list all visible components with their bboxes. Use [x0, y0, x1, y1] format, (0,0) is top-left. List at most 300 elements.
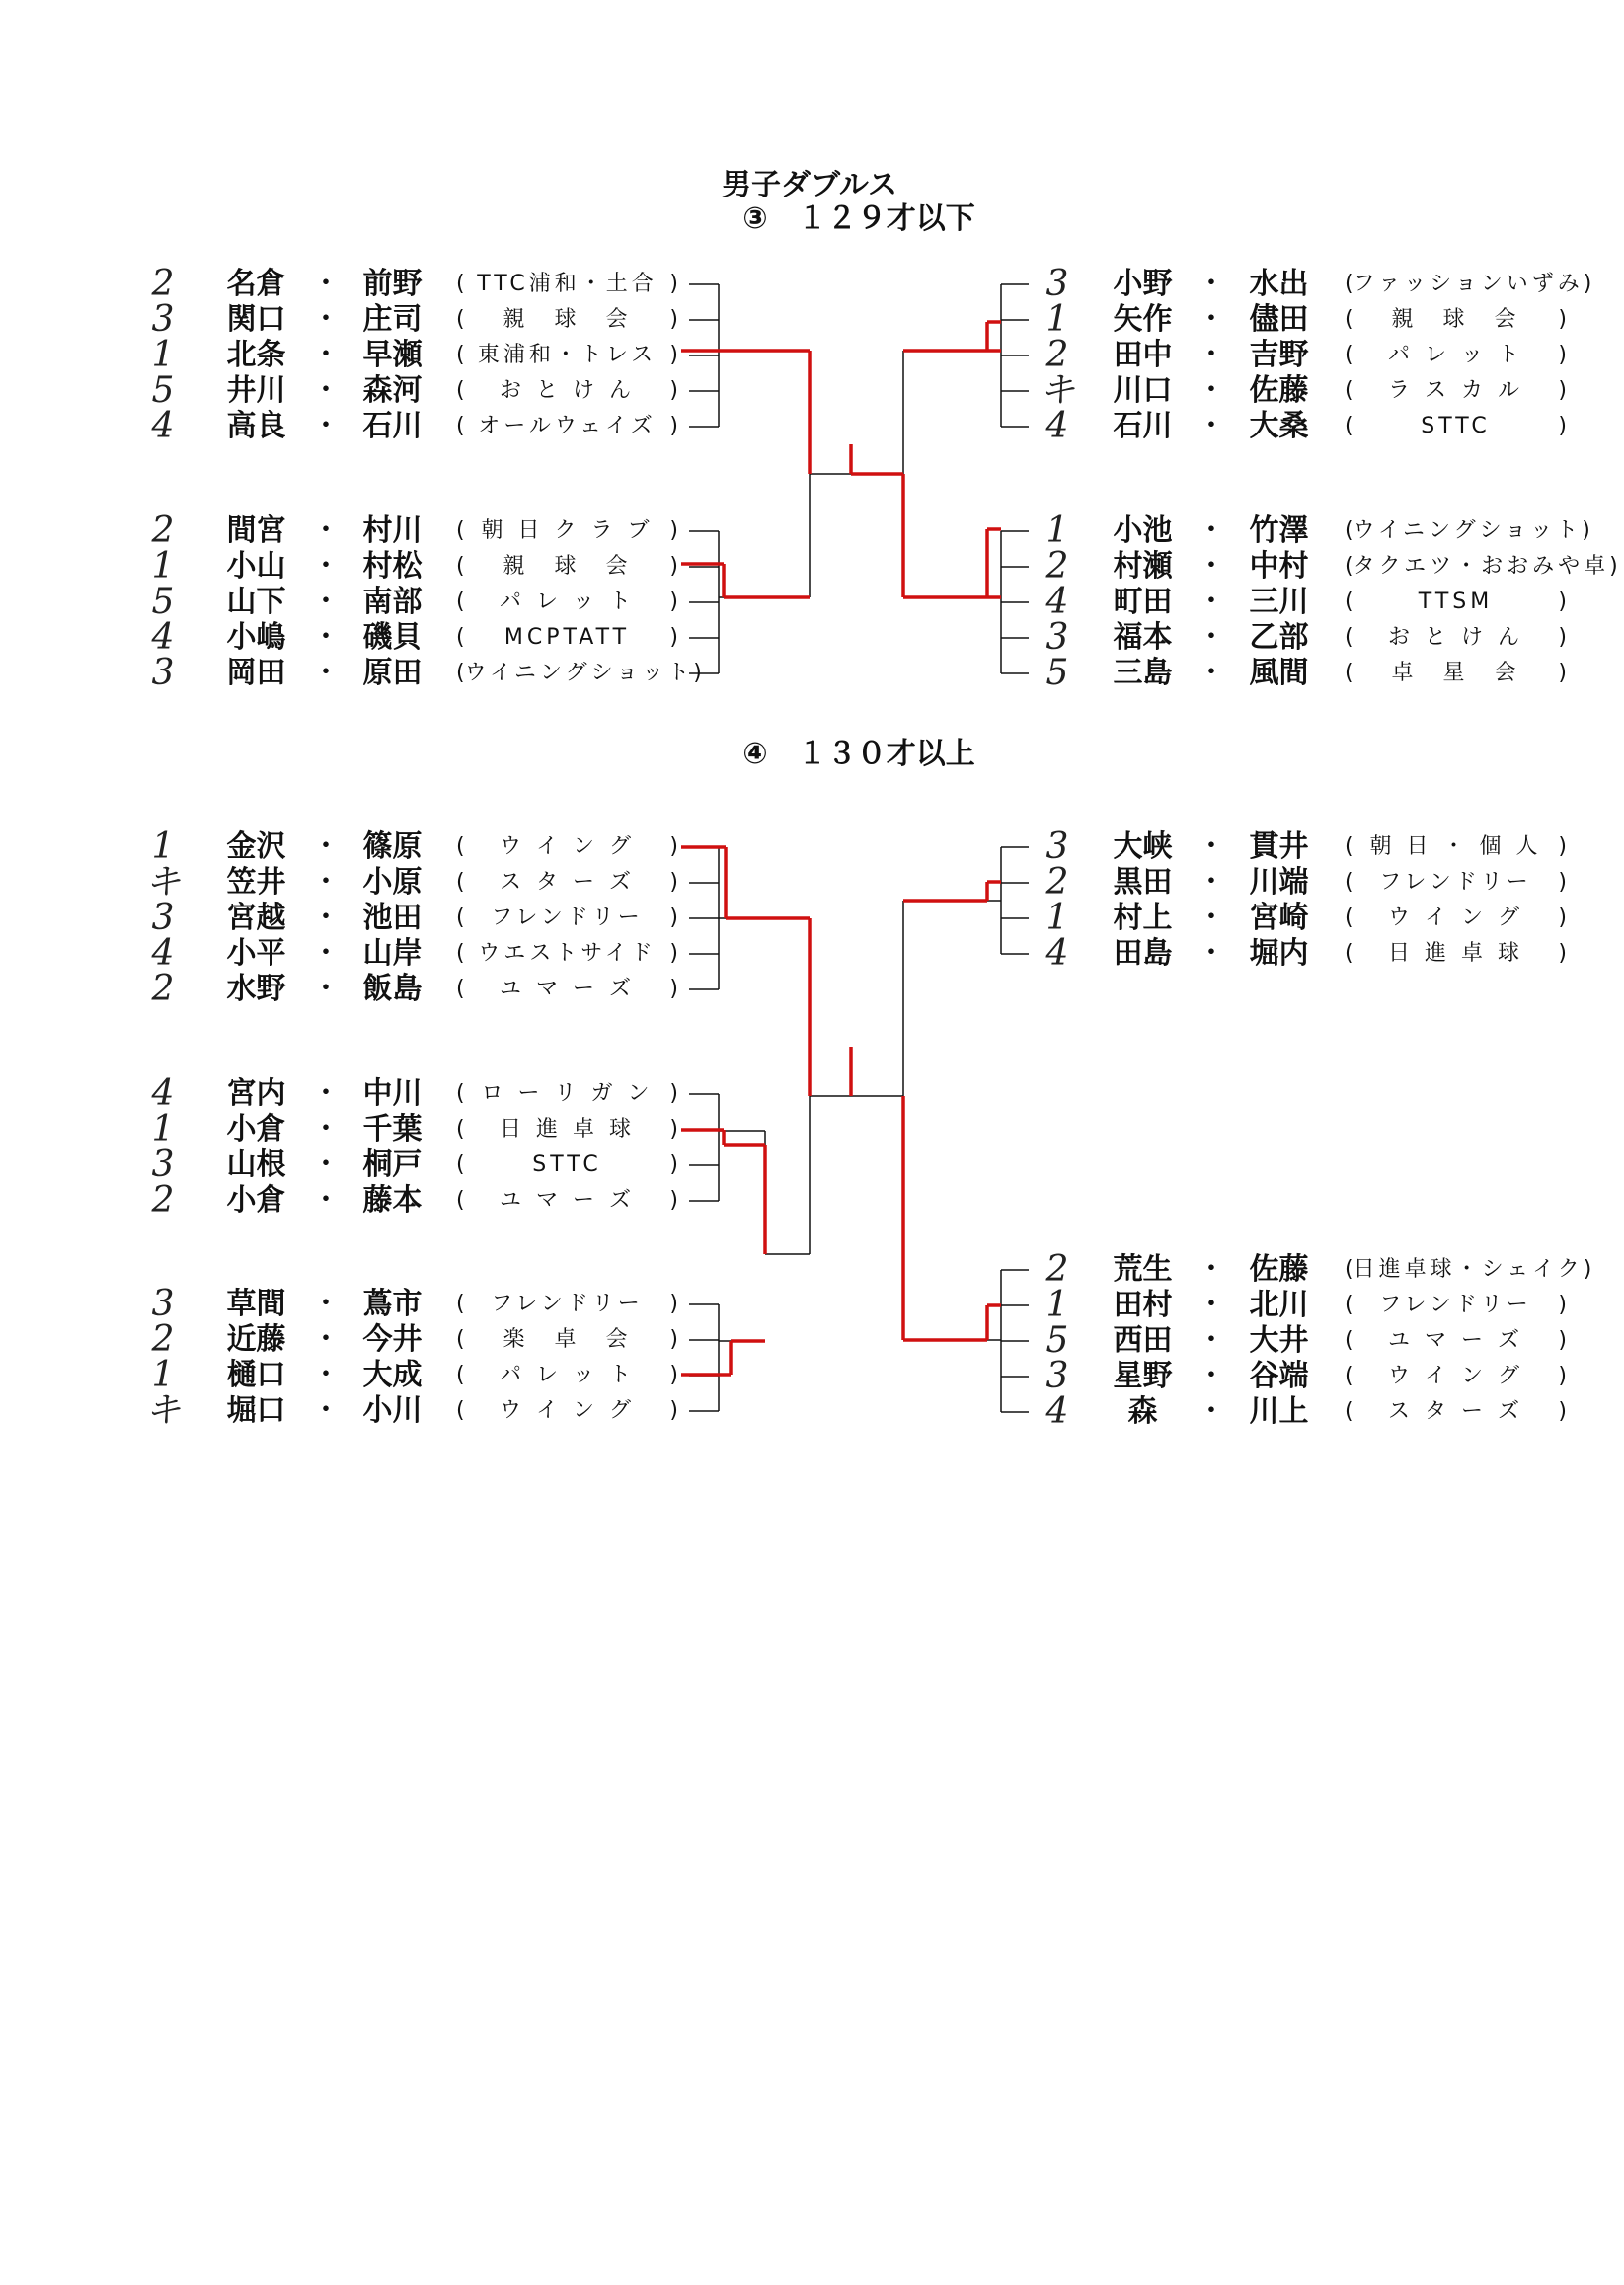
paren-close: ) [669, 1081, 678, 1106]
player-name: 金沢 [226, 829, 286, 864]
partner-name: 早瀬 [362, 338, 423, 372]
rank-mark: 3 [1045, 264, 1069, 304]
entry-row [0, 617, 1624, 658]
paren-close: ) [1558, 414, 1567, 438]
paren-close: ) [1558, 1364, 1567, 1388]
paren-close: ) [669, 941, 678, 966]
club-name [1345, 373, 1567, 409]
player-name: 山下 [226, 585, 286, 619]
separator-dot: ・ [1197, 513, 1226, 548]
club-name [456, 1112, 678, 1147]
club-label: TTSM [1418, 590, 1494, 614]
paren-close: ) [669, 1152, 678, 1177]
club-label: ユ マ ー ズ [500, 1188, 635, 1213]
rank-mark: キ [1039, 370, 1075, 411]
separator-dot: ・ [1197, 865, 1226, 900]
partner-name: 池田 [362, 901, 423, 935]
club-name [1345, 1288, 1567, 1323]
paren-open: ( [1345, 518, 1353, 543]
rank-mark: 3 [151, 653, 175, 693]
entry-row [0, 299, 1624, 340]
partner-name: 森河 [362, 373, 423, 408]
entry-row [0, 898, 1624, 938]
paren-open: ( [456, 272, 465, 296]
player-name: 小嶋 [226, 620, 286, 655]
separator-dot: ・ [1197, 1288, 1226, 1322]
rank-mark: 5 [1045, 653, 1069, 693]
paren-open: ( [456, 870, 465, 895]
club-label: オールウェイズ [478, 414, 657, 438]
club-label: 日進卓球・シェイク [1353, 1257, 1584, 1282]
separator-dot: ・ [311, 1322, 341, 1357]
club-name [1345, 865, 1567, 901]
rank-mark: 1 [151, 827, 175, 867]
partner-name: 三川 [1249, 585, 1309, 619]
club-name [1345, 1252, 1592, 1288]
paren-open: ( [1345, 272, 1353, 296]
club-name [456, 972, 678, 1007]
paren-open: ( [456, 906, 465, 930]
rank-mark: 1 [151, 546, 175, 587]
paren-close: ) [669, 1327, 678, 1352]
player-name: 宮越 [226, 901, 286, 935]
player-name: 三島 [1113, 656, 1173, 690]
player-name: 村上 [1113, 901, 1173, 935]
partner-name: 桐戸 [362, 1147, 423, 1182]
player-name: 山根 [226, 1147, 286, 1182]
paren-open: ( [456, 1152, 465, 1177]
club-label: ス タ ー ズ [1388, 1399, 1523, 1424]
rank-mark: キ [144, 862, 181, 903]
partner-name: 大井 [1249, 1323, 1309, 1358]
entry-row [0, 335, 1624, 375]
separator-dot: ・ [311, 267, 341, 301]
club-label: ウ イ ン グ [1388, 1364, 1523, 1388]
club-label: ウ イ ン グ [500, 834, 635, 859]
separator-dot: ・ [311, 1183, 341, 1218]
club-name [1345, 409, 1567, 444]
player-name: 森 [1127, 1394, 1158, 1429]
club-label: 朝 日 ・ 個 人 [1369, 834, 1542, 859]
player-name: 大峡 [1113, 829, 1173, 864]
paren-open: ( [1345, 941, 1353, 966]
paren-close: ) [669, 870, 678, 895]
partner-name: 篠原 [362, 829, 423, 864]
paren-open: ( [456, 1363, 465, 1387]
separator-dot: ・ [311, 656, 341, 690]
paren-close: ) [669, 625, 678, 650]
rank-mark: 3 [151, 898, 175, 938]
paren-close: ) [669, 834, 678, 859]
separator-dot: ・ [1197, 620, 1226, 655]
club-label: 卓 星 会 [1391, 661, 1520, 685]
rank-mark: 3 [151, 1284, 175, 1324]
club-label: ラ ス カ ル [1388, 378, 1523, 403]
partner-name: 南部 [362, 585, 423, 619]
paren-close: ) [1558, 834, 1567, 859]
club-name [1345, 1359, 1567, 1394]
partner-name: 貫井 [1249, 829, 1309, 864]
paren-open: ( [1345, 307, 1353, 332]
rank-mark: 2 [151, 264, 175, 304]
partner-name: 乙部 [1249, 620, 1309, 655]
paren-open: ( [1345, 554, 1353, 579]
separator-dot: ・ [1197, 829, 1226, 864]
paren-close: ) [1558, 1328, 1567, 1353]
paren-close: ) [1558, 1399, 1567, 1424]
paren-open: ( [456, 1081, 465, 1106]
paren-close: ) [669, 343, 678, 367]
club-label: パ レ ッ ト [500, 1363, 635, 1387]
partner-name: 蔦市 [362, 1287, 423, 1321]
separator-dot: ・ [311, 1393, 341, 1428]
partner-name: 原田 [362, 656, 423, 690]
partner-name: 大桑 [1249, 409, 1309, 443]
rank-mark: 4 [151, 1073, 175, 1114]
rank-mark: 1 [151, 335, 175, 375]
paren-close: ) [669, 554, 678, 579]
paren-open: ( [456, 1327, 465, 1352]
paren-close: ) [1583, 1257, 1592, 1282]
partner-name: 吉野 [1249, 338, 1309, 372]
club-label: 楽 卓 会 [503, 1327, 632, 1352]
separator-dot: ・ [311, 1358, 341, 1392]
club-label: フレンドリー [491, 906, 644, 930]
paren-open: ( [1345, 661, 1353, 685]
player-name: 井川 [226, 373, 286, 408]
separator-dot: ・ [311, 513, 341, 548]
club-name [1345, 901, 1567, 936]
paren-close: ) [1583, 272, 1592, 296]
rank-mark: 4 [151, 617, 175, 658]
rank-mark: 3 [1045, 1356, 1069, 1396]
rank-mark: 3 [151, 1144, 175, 1185]
separator-dot: ・ [1197, 1252, 1226, 1287]
paren-close: ) [1558, 906, 1567, 930]
club-label: ファッションいずみ [1353, 272, 1584, 296]
player-name: 石川 [1113, 409, 1173, 443]
entry-row [0, 653, 1624, 693]
paren-open: ( [456, 1292, 465, 1316]
separator-dot: ・ [311, 1287, 341, 1321]
entry-row [0, 1390, 1624, 1432]
partner-name: 中川 [362, 1076, 423, 1111]
club-label: フレンドリー [1379, 1293, 1532, 1317]
separator-dot: ・ [1197, 267, 1226, 301]
separator-dot: ・ [1197, 936, 1226, 971]
paren-close: ) [1582, 518, 1590, 543]
club-name [1345, 829, 1567, 865]
paren-close: ) [669, 272, 678, 296]
player-name: 小倉 [226, 1112, 286, 1146]
player-name: 小池 [1113, 513, 1173, 548]
rank-mark: 4 [1045, 933, 1069, 974]
paren-open: ( [456, 834, 465, 859]
club-label: フレンドリー [491, 1292, 644, 1316]
separator-dot: ・ [311, 585, 341, 619]
club-name [1345, 267, 1592, 302]
separator-dot: ・ [1197, 656, 1226, 690]
rank-mark: 5 [151, 582, 175, 622]
partner-name: 今井 [362, 1322, 423, 1357]
partner-name: 山岸 [362, 936, 423, 971]
entry-row [0, 829, 1624, 865]
paren-open: ( [1345, 590, 1353, 614]
paren-close: ) [1558, 625, 1567, 650]
player-name: 西田 [1113, 1323, 1173, 1358]
club-name [1345, 656, 1567, 691]
paren-close: ) [669, 590, 678, 614]
player-name: 星野 [1113, 1359, 1173, 1393]
partner-name: 佐藤 [1249, 1252, 1309, 1287]
entry-row [0, 862, 1624, 903]
club-name [1345, 513, 1590, 549]
player-name: 草間 [226, 1287, 286, 1321]
partner-name: 藤本 [362, 1183, 423, 1218]
entry-row [0, 546, 1624, 587]
paren-open: ( [456, 1398, 465, 1423]
player-name: 小平 [226, 936, 286, 971]
partner-name: 村松 [362, 549, 423, 584]
paren-close: ) [669, 1188, 678, 1213]
player-name: 矢作 [1113, 302, 1173, 337]
separator-dot: ・ [311, 338, 341, 372]
partner-name: 宮崎 [1249, 901, 1309, 935]
rank-mark: 1 [1045, 1285, 1069, 1325]
player-name: 荒生 [1113, 1252, 1173, 1287]
player-name: 岡田 [226, 656, 286, 690]
paren-close: ) [693, 661, 702, 685]
partner-name: 磯貝 [362, 620, 423, 655]
separator-dot: ・ [311, 865, 341, 900]
paren-open: ( [456, 590, 465, 614]
paren-open: ( [1345, 1328, 1353, 1353]
club-name [456, 1183, 678, 1219]
partner-name: 石川 [362, 409, 423, 443]
paren-open: ( [1345, 870, 1353, 895]
entry-row [0, 1109, 1624, 1149]
club-label: フレンドリー [1379, 870, 1532, 895]
paren-close: ) [1558, 307, 1567, 332]
entry-row [0, 264, 1624, 304]
paren-open: ( [1345, 1293, 1353, 1317]
club-name [1345, 1323, 1567, 1359]
club-label: ウエストサイド [478, 941, 657, 966]
rank-mark: 3 [1045, 827, 1069, 867]
paren-close: ) [1609, 554, 1618, 579]
rank-mark: 1 [1045, 511, 1069, 551]
rank-mark: 4 [151, 933, 175, 974]
separator-dot: ・ [311, 409, 341, 443]
separator-dot: ・ [1197, 901, 1226, 935]
rank-mark: 2 [151, 511, 175, 551]
club-label: 日 進 卓 球 [1388, 941, 1523, 966]
separator-dot: ・ [311, 549, 341, 584]
club-label: パ レ ッ ト [500, 590, 635, 614]
club-name [1345, 936, 1567, 972]
entry-row [0, 370, 1624, 411]
player-name: 宮内 [226, 1076, 286, 1111]
paren-close: ) [669, 378, 678, 403]
paren-close: ) [669, 1292, 678, 1316]
paren-close: ) [669, 1363, 678, 1387]
club-label: STTC [1421, 414, 1491, 438]
partner-name: 川上 [1249, 1394, 1309, 1429]
club-label: 朝 日 ク ラ ブ [481, 518, 654, 543]
partner-name: 飯島 [362, 972, 423, 1006]
entry-row [0, 406, 1624, 446]
club-label: ウ イ ン グ [500, 1398, 635, 1423]
entry-row [0, 1073, 1624, 1114]
club-label: 親 球 会 [503, 307, 632, 332]
rank-mark: 2 [1045, 546, 1069, 587]
club-name [1345, 338, 1567, 373]
paren-open: ( [456, 1117, 465, 1142]
separator-dot: ・ [311, 901, 341, 935]
player-name: 川口 [1113, 373, 1173, 408]
rank-mark: 3 [151, 299, 175, 340]
partner-name: 佐藤 [1249, 373, 1309, 408]
rank-mark: 2 [151, 1180, 175, 1221]
paren-close: ) [669, 414, 678, 438]
paren-open: ( [456, 378, 465, 403]
club-name [1345, 302, 1567, 338]
paren-open: ( [1345, 1399, 1353, 1424]
paren-open: ( [1345, 343, 1353, 367]
club-label: ウ イ ン グ [1388, 906, 1523, 930]
club-name [1345, 1394, 1567, 1430]
entry-row [0, 1249, 1624, 1290]
partner-name: 庄司 [362, 302, 423, 337]
partner-name: 前野 [362, 267, 423, 301]
paren-close: ) [1558, 941, 1567, 966]
paren-close: ) [1558, 378, 1567, 403]
paren-close: ) [669, 1398, 678, 1423]
player-name: 名倉 [226, 267, 286, 301]
separator-dot: ・ [1197, 1323, 1226, 1358]
player-name: 田中 [1113, 338, 1173, 372]
partner-name: 千葉 [362, 1112, 423, 1146]
club-label: タクエツ・おおみや卓 [1353, 554, 1610, 579]
club-label: ユ マ ー ズ [1388, 1328, 1523, 1353]
separator-dot: ・ [311, 620, 341, 655]
club-label: 東浦和・トレス [477, 343, 657, 367]
player-name: 関口 [226, 302, 286, 337]
rank-mark: 5 [1045, 1320, 1069, 1361]
rank-mark: 2 [1045, 335, 1069, 375]
rank-mark: 4 [1045, 1391, 1069, 1432]
club-label: お と け ん [1388, 625, 1523, 650]
player-name: 村瀬 [1113, 549, 1173, 584]
rank-mark: 2 [151, 1319, 175, 1360]
paren-open: ( [456, 343, 465, 367]
club-label: ユ マ ー ズ [500, 977, 635, 1001]
player-name: 水野 [226, 972, 286, 1006]
entry-row [0, 1355, 1624, 1396]
partner-name: 谷端 [1249, 1359, 1309, 1393]
rank-mark: 1 [1045, 299, 1069, 340]
club-name [456, 1076, 678, 1112]
paren-open: ( [456, 625, 465, 650]
club-label: 親 球 会 [503, 554, 632, 579]
separator-dot: ・ [311, 302, 341, 337]
club-name [1345, 585, 1567, 620]
club-label: 親 球 会 [1391, 307, 1520, 332]
paren-open: ( [456, 941, 465, 966]
paren-close: ) [1558, 661, 1567, 685]
rank-mark: 4 [151, 406, 175, 446]
player-name: 北条 [226, 338, 286, 372]
rank-mark: 2 [1045, 1249, 1069, 1290]
entry-row [0, 1144, 1624, 1185]
paren-close: ) [1558, 870, 1567, 895]
rank-mark: キ [144, 1390, 181, 1431]
player-name: 田村 [1113, 1288, 1173, 1322]
paren-open: ( [456, 977, 465, 1001]
paren-close: ) [669, 518, 678, 543]
separator-dot: ・ [1197, 302, 1226, 337]
separator-dot: ・ [1197, 549, 1226, 584]
entry-row [0, 933, 1624, 974]
player-name: 小山 [226, 549, 286, 584]
section-4-heading: ④ １３０才以上 [742, 737, 975, 771]
paren-open: ( [1345, 834, 1353, 859]
partner-name: 北川 [1249, 1288, 1309, 1322]
paren-open: ( [1345, 378, 1353, 403]
entry-row [0, 1180, 1624, 1221]
player-name: 田島 [1113, 936, 1173, 971]
club-name [1345, 620, 1567, 656]
partner-name: 大成 [362, 1358, 423, 1392]
club-label: お と け ん [500, 378, 635, 403]
partner-name: 小原 [362, 865, 423, 900]
separator-dot: ・ [311, 936, 341, 971]
separator-dot: ・ [1197, 1394, 1226, 1429]
partner-name: 儘田 [1249, 302, 1309, 337]
club-label: MCPTATT [503, 625, 631, 650]
separator-dot: ・ [311, 1076, 341, 1111]
paren-open: ( [1345, 906, 1353, 930]
separator-dot: ・ [1197, 1359, 1226, 1393]
paren-open: ( [456, 661, 465, 685]
separator-dot: ・ [1197, 373, 1226, 408]
partner-name: 川端 [1249, 865, 1309, 900]
entry-row [0, 582, 1624, 622]
rank-mark: 1 [151, 1109, 175, 1149]
club-name [1345, 549, 1618, 585]
player-name: 高良 [226, 409, 286, 443]
separator-dot: ・ [1197, 409, 1226, 443]
club-label: ロ ー リ ガ ン [481, 1081, 654, 1106]
partner-name: 風間 [1249, 656, 1309, 690]
entry-row [0, 1319, 1624, 1361]
rank-mark: 4 [1045, 582, 1069, 622]
club-name [456, 1147, 678, 1183]
player-name: 福本 [1113, 620, 1173, 655]
paren-close: ) [669, 1117, 678, 1142]
rank-mark: 3 [1045, 617, 1069, 658]
paren-close: ) [669, 977, 678, 1001]
separator-dot: ・ [1197, 585, 1226, 619]
club-label: ウイニングショット [464, 661, 694, 685]
paren-open: ( [456, 518, 465, 543]
separator-dot: ・ [311, 1112, 341, 1146]
entry-row [0, 513, 1624, 549]
paren-open: ( [1345, 414, 1353, 438]
paren-close: ) [669, 906, 678, 930]
separator-dot: ・ [311, 373, 341, 408]
player-name: 間宮 [226, 513, 286, 548]
